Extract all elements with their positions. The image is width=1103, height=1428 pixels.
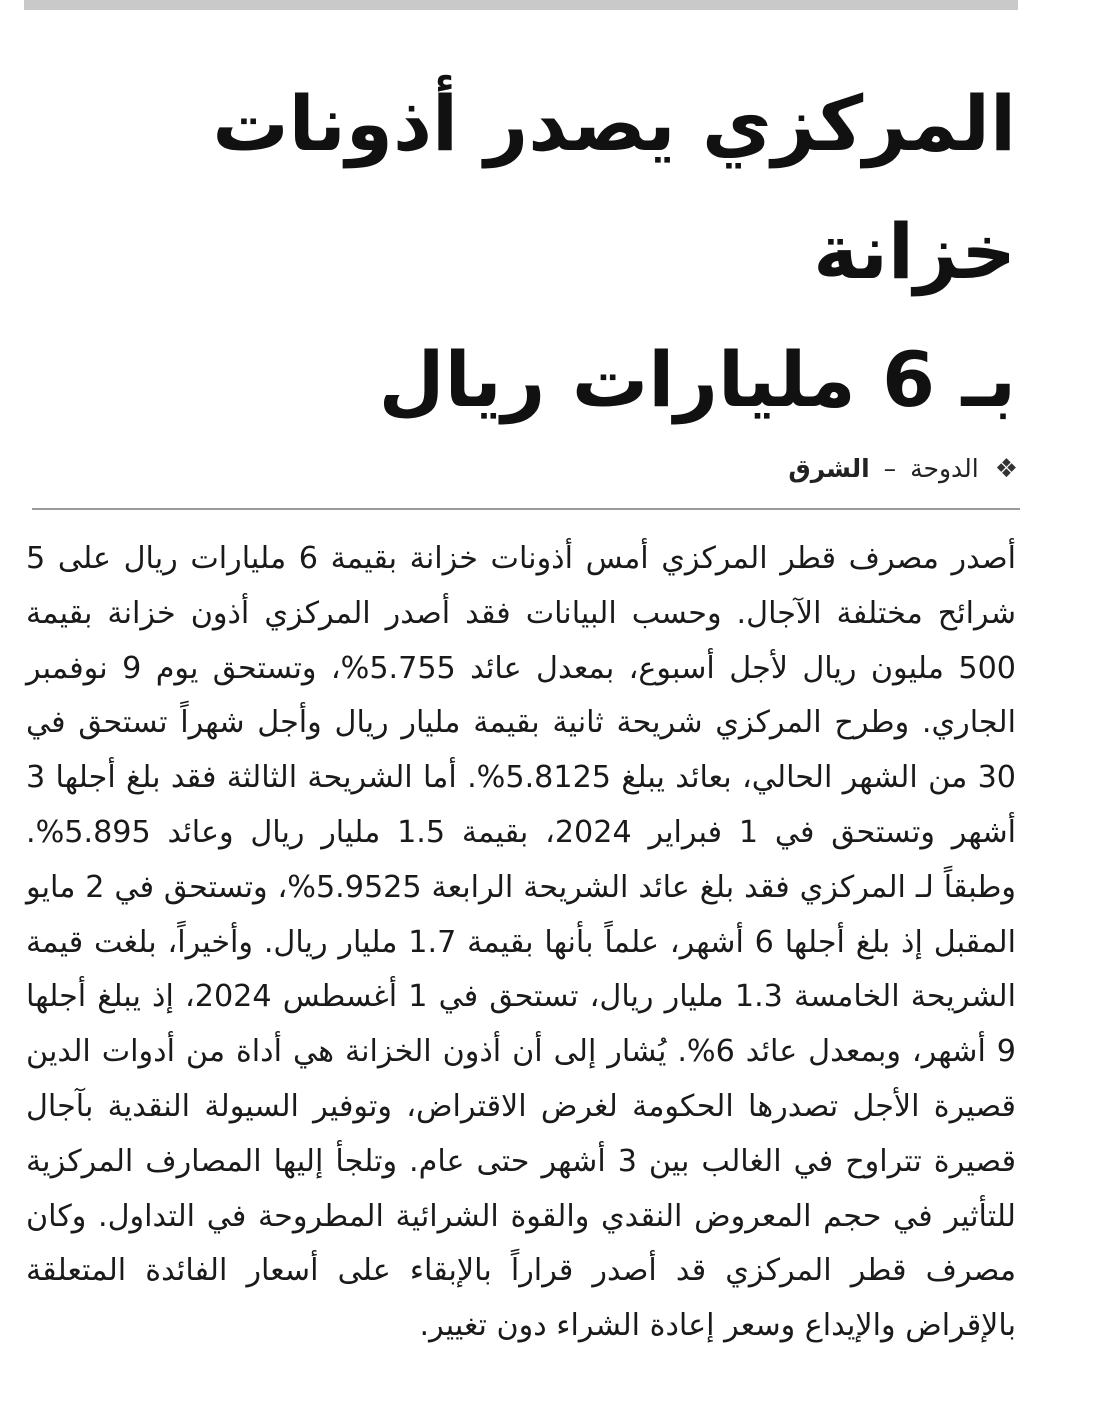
top-divider-bar (24, 0, 1018, 10)
dateline-source: الشرق (788, 454, 870, 483)
article-headline (24, 60, 1018, 444)
dateline-separator: – (883, 454, 897, 483)
article-body: أصدر مصرف قطر المركزي أمس أذونات خزانة بقيمة 6 مليارات ريال على 5 شرائح مختلفة الآجال. وحسب البيانات فقد أصدر المركزي أذون خزانة بقيمة 500 مليون ريال لأجل أسبوع، بمعدل عائد 5.755%، وتستحق يوم 9 نوفمبر الجاري. وطرح المركزي شريحة ثانية بقيمة مليار ريال وأجل شهراً تستحق في 30 من الشهر الحالي، بعائد يبلغ 5.8125%. أما الشريحة الثالثة فقد بلغ أجلها 3 أشهر وتستحق في 1 فبراير 2024، بقيمة 1.5 مليار ريال وعائد 5.895%. وطبقاً لـ المركزي فقد بلغ عائد الشريحة الرابعة 5.9525%، وتستحق في 2 مايو المقبل إذ بلغ أجلها 6 أشهر، علماً بأنها بقيمة 1.7 مليار ريال. وأخيراً، بلغت قيمة الشريحة الخامسة 1.3 مليار ريال، تستحق في 1 أغسطس 2024، إذ يبلغ أجلها 9 أشهر، وبمعدل عائد 6%. يُشار إلى أن أذون الخزانة هي أداة من أدوات الدين قصيرة الأجل تصدرها الحكومة لغرض الاقتراض، وتوفير السيولة النقدية بآجال قصيرة تتراوح في الغالب بين 3 أشهر حتى عام. وتلجأ إليها المصارف المركزية للتأثير في حجم المعروض النقدي والقوة الشرائية المطروحة في التداول. وكان مصرف قطر المركزي قد أصدر قراراً بالإبقاء على أسعار الفائدة المتعلقة بالإقراض والإيداع وسعر إعادة الشراء دون تغيير. (26, 541, 1017, 1344)
headline-line-1: المركزي يصدر أذونات خزانة (212, 79, 1016, 296)
article-dateline (24, 452, 1018, 486)
news-article (24, 60, 1018, 1384)
headline-line-2: بـ 6 مليارات ريال (378, 335, 1016, 424)
diamond-bullet-icon: ❖ (994, 454, 1018, 484)
section-divider (32, 508, 1020, 510)
dateline-place: الدوحة (910, 454, 979, 483)
